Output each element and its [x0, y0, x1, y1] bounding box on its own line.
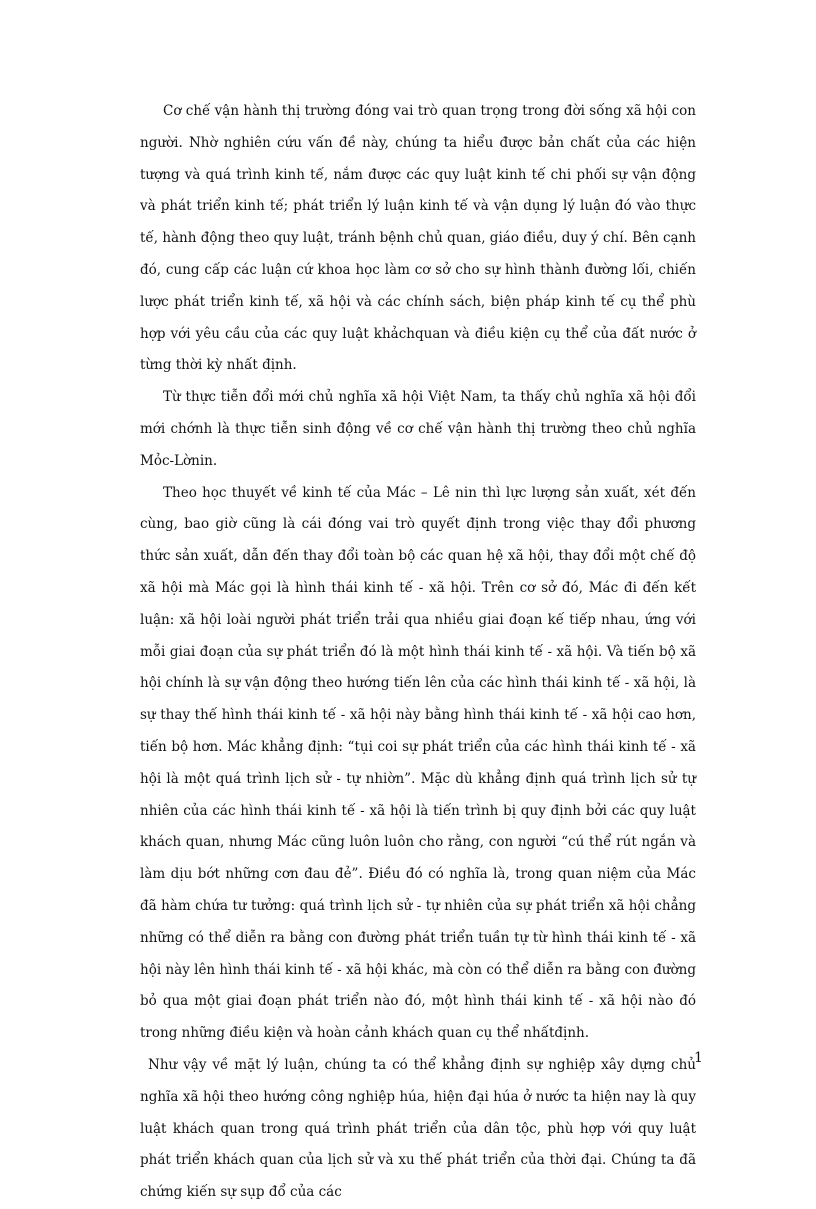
page-number: 1 [694, 1050, 703, 1066]
paragraph-market-mechanism: Cơ chế vận hành thị trường đóng vai trò quan trọng trong đời sống xã hội con người. Nhờ nghiên cứu vấn đề này, chúng ta hiểu được bản chất của các hiện tượng và quá trình kinh tế, nắm được các quy luật kinh tế chi phối sự vận động và phát triển kinh tế; phát triển lý luận kinh tế và vận dụng lý luận đó vào thực tế, hành động theo quy luật, tránh bệnh chủ quan, giáo điều, duy ý chí. Bên cạnh đó, cung cấp các luận cứ khoa học làm cơ sở cho sự hình thành đường lối, chiến lược phát triển kinh tế, xã hội và các chính sách, biện pháp kinh tế cụ thể phù hợp với yêu cầu của các quy luật khảchquan và điều kiện cụ thể của đất nước ở từng thời kỳ nhất định. [140, 103, 696, 374]
paragraph-conclusion: Như vậy về mặt lý luận, chúng ta có thể khẳng định sự nghiệp xây dựng chủ nghĩa xã hội theo hướng công nghiệp húa, hiện đại húa ở nước ta hiện nay là quy luật khách quan trong quá trình phát triển của dân tộc, phù hợp với quy luật phát triển khách quan của lịch sử và xu thế phát triển của thời đại. Chúng ta đã chứng kiến sự sụp đổ của các [140, 1056, 696, 1201]
document-body [140, 96, 696, 1209]
paragraph-renovation-practice: Từ thực tiễn đổi mới chủ nghĩa xã hội Việt Nam, ta thấy chủ nghĩa xã hội đổi mới chớnh là thực tiễn sinh động về cơ chế vận hành thị trường theo chủ nghĩa Mỏc-Lờnin. [140, 389, 696, 469]
paragraph-marx-theory: Theo học thuyết về kinh tế của Mác – Lê nin thì lực lượng sản xuất, xét đến cùng, bao giờ cũng là cái đóng vai trò quyết định trong việc thay đổi phương thức sản xuất, dẫn đến thay đổi toàn bộ các quan hệ xã hội, thay đổi một chế độ xã hội mà Mác gọi là hình thái kinh tế - xã hội. Trên cơ sở đó, Mác đi đến kết luận: xã hội loài người phát triển trải qua nhiều giai đoạn kế tiếp nhau, ứng với mỗi giai đoạn của sự phát triển đó là một hình thái kinh tế - xã hội. Và tiến bộ xã hội chính là sự vận động theo hướng tiến lên của các hình thái kinh tế - xã hội, là sự thay thế hình thái kinh tế - xã hội này bằng hình thái kinh tế - xã hội cao hơn, tiến bộ hơn. Mác khẳng định: “tụi coi sự phát triển của các hình thái kinh tế - xã hội là một quá trình lịch sử - tự nhiờn”. Mặc dù khẳng định quá trình lịch sử tự nhiên của các hình thái kinh tế - xã hội là tiến trình bị quy định bởi các quy luật khách quan, nhưng Mác cũng luôn luôn cho rằng, con người “cú thể rút ngắn và làm dịu bớt những cơn đau đẻ”. Điều đó có nghĩa là, trong quan niệm của Mác đã hàm chứa tư tưởng: quá trình lịch sử - tự nhiên của sự phát triển xã hội chẳng những có thể diễn ra bằng con đường phát triển tuần tự từ hình thái kinh tế - xã hội này lên hình thái kinh tế - xã hội khác, mà còn có thể diễn ra bằng con đường bỏ qua một giai đoạn phát triển nào đó, một hình thái kinh tế - xã hội nào đó trong những điều kiện và hoàn cảnh khách quan cụ thể nhấtđịnh. [140, 484, 696, 1042]
